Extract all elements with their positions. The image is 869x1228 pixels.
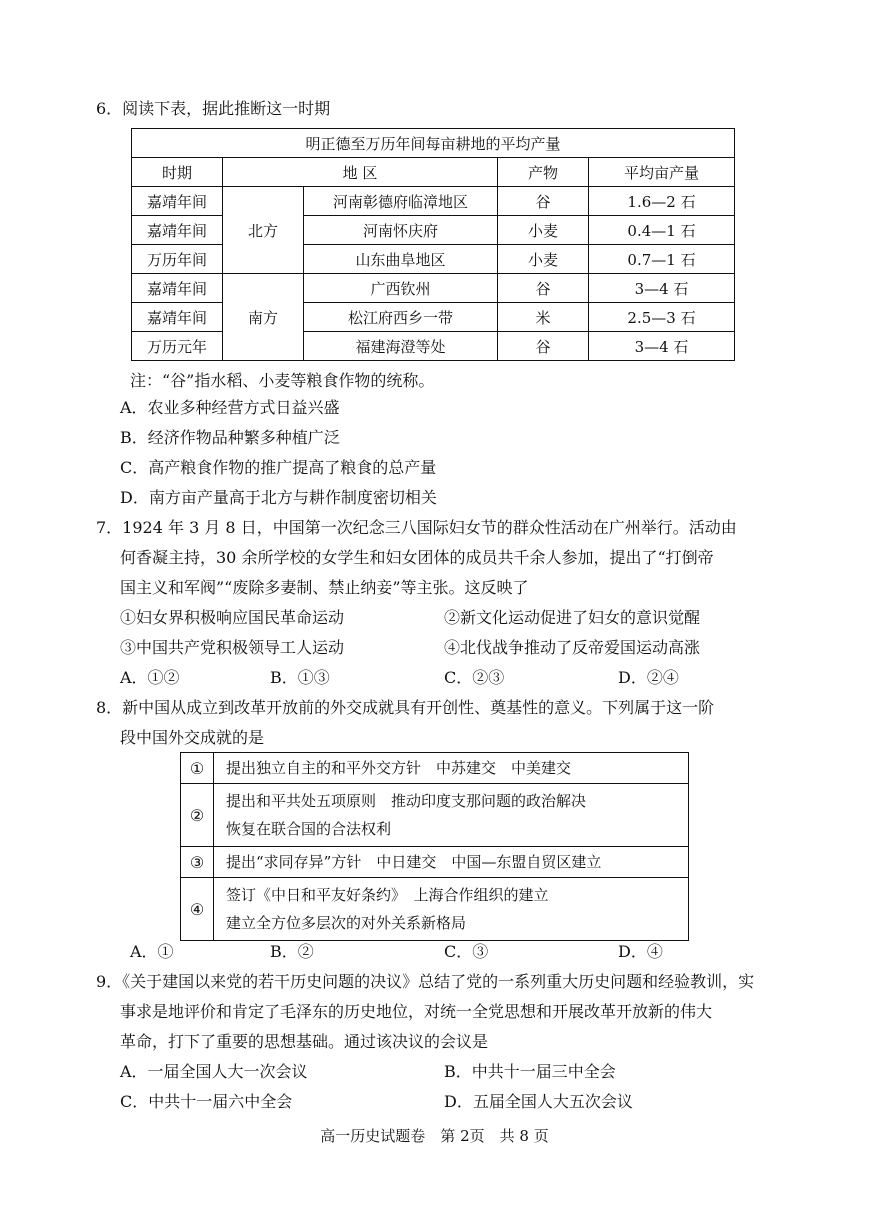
q9-option-c[interactable]: C．中共十一届六中全会 <box>120 1092 293 1111</box>
q8-achievements-table <box>180 752 689 941</box>
cell-yield: 0.7—1 石 <box>589 245 735 274</box>
cell-crop: 米 <box>498 303 589 332</box>
q8-option-a[interactable]: A．① <box>130 942 174 961</box>
q6-option-c[interactable]: C．高产粮食作物的推广提高了粮食的总产量 <box>120 458 437 477</box>
table-row <box>132 303 735 332</box>
cell-period: 嘉靖年间 <box>132 187 223 216</box>
header-crop: 产物 <box>498 158 589 187</box>
cell-crop: 小麦 <box>498 216 589 245</box>
q9-option-d[interactable]: D．五届全国人大五次会议 <box>444 1092 633 1111</box>
row-number: ③ <box>181 847 214 878</box>
cell-place: 山东曲阜地区 <box>304 245 498 274</box>
cell-place: 福建海澄等处 <box>304 332 498 361</box>
q8-option-b[interactable]: B．② <box>270 942 314 961</box>
table-row <box>181 847 689 878</box>
cell-crop: 谷 <box>498 332 589 361</box>
row-text-line-2: 恢复在联合国的合法权利 <box>226 820 392 838</box>
cell-yield: 0.4—1 石 <box>589 216 735 245</box>
q7-option-d[interactable]: D．②④ <box>618 668 679 687</box>
row-text-line-2: 建立全方位多层次的对外关系新格局 <box>226 914 467 932</box>
cell-place: 河南彰德府临漳地区 <box>304 187 498 216</box>
cell-yield: 1.6—2 石 <box>589 187 735 216</box>
group-south: 南方 <box>223 274 304 361</box>
q7-option-b[interactable]: B．①③ <box>270 668 330 687</box>
q9-stem-line-2: 事求是地评价和肯定了毛泽东的历史地位，对统一全党思想和开展改革开放新的伟大 <box>120 1002 713 1021</box>
q8-option-c[interactable]: C．③ <box>444 942 489 961</box>
q6-stem: 6．阅读下表，据此推断这一时期 <box>96 99 331 118</box>
row-text <box>214 878 689 941</box>
cell-period: 嘉靖年间 <box>132 274 223 303</box>
row-text: 提出独立自主的和平外交方针 中苏建交 中美建交 <box>214 753 689 784</box>
q7-option-c[interactable]: C．②③ <box>444 668 505 687</box>
q7-stem-line-3: 国主义和军阀”“废除多妻制、禁止纳妾”等主张。这反映了 <box>120 578 529 597</box>
q6-option-d[interactable]: D．南方亩产量高于北方与耕作制度密切相关 <box>120 488 437 507</box>
q8-stem-line-2: 段中国外交成就的是 <box>120 728 265 747</box>
cell-yield: 3—4 石 <box>589 332 735 361</box>
cell-crop: 谷 <box>498 187 589 216</box>
q7-stem-line-1: 7．1924 年 3 月 8 日，中国第一次纪念三八国际妇女节的群众性活动在广州举行。活动由 <box>96 518 737 537</box>
table-row <box>132 187 735 216</box>
q7-item-2: ②新文化运动促进了妇女的意识觉醒 <box>444 608 701 627</box>
row-text-line-1: 签订《中日和平友好条约》 上海合作组织的建立 <box>226 886 549 904</box>
header-region: 地 区 <box>223 158 498 187</box>
cell-period: 嘉靖年间 <box>132 216 223 245</box>
cell-period: 嘉靖年间 <box>132 303 223 332</box>
cell-period: 万历元年 <box>132 332 223 361</box>
q8-stem-line-1: 8．新中国从成立到改革开放前的外交成就具有开创性、奠基性的意义。下列属于这一阶 <box>96 698 715 717</box>
q9-option-a[interactable]: A．一届全国人大一次会议 <box>120 1062 308 1081</box>
table-row <box>181 753 689 784</box>
table-row <box>132 245 735 274</box>
row-text <box>214 784 689 847</box>
table-row <box>132 332 735 361</box>
cell-place: 广西钦州 <box>304 274 498 303</box>
q6-note: 注：“谷”指水稻、小麦等粮食作物的统称。 <box>130 371 435 390</box>
row-number: ① <box>181 753 214 784</box>
header-yield: 平均亩产量 <box>589 158 735 187</box>
cell-yield: 3—4 石 <box>589 274 735 303</box>
cell-crop: 小麦 <box>498 245 589 274</box>
q9-option-b[interactable]: B．中共十一届三中全会 <box>444 1062 616 1081</box>
q7-stem-line-2: 何香凝主持，30 余所学校的女学生和妇女团体的成员共千余人参加，提出了“打倒帝 <box>120 548 714 567</box>
cell-yield: 2.5—3 石 <box>589 303 735 332</box>
cell-place: 松江府西乡一带 <box>304 303 498 332</box>
q7-item-1: ①妇女界积极响应国民革命运动 <box>120 608 345 627</box>
group-north: 北方 <box>223 187 304 274</box>
row-number: ② <box>181 784 214 847</box>
q7-option-a[interactable]: A．①② <box>120 668 180 687</box>
q6-yield-table <box>131 128 735 361</box>
q8-option-d[interactable]: D．④ <box>618 942 663 961</box>
row-number: ④ <box>181 878 214 941</box>
row-text-line-1: 提出和平共处五项原则 推动印度支那问题的政治解决 <box>226 792 587 810</box>
q7-item-4: ④北伐战争推动了反帝爱国运动高涨 <box>444 638 701 657</box>
page-footer: 高一历史试题卷 第 2页 共 8 页 <box>320 1127 549 1145</box>
cell-place: 河南怀庆府 <box>304 216 498 245</box>
row-text: 提出“求同存异”方针 中日建交 中国—东盟自贸区建立 <box>214 847 689 878</box>
q9-stem-line-1: 9．《关于建国以来党的若干历史问题的决议》总结了党的一系列重大历史问题和经验教训，实 <box>96 972 755 991</box>
table-row <box>181 784 689 847</box>
q6-option-a[interactable]: A．农业多种经营方式日益兴盛 <box>120 398 340 417</box>
q7-item-3: ③中国共产党积极领导工人运动 <box>120 638 345 657</box>
table-row <box>181 878 689 941</box>
table-row <box>132 216 735 245</box>
table-title: 明正德至万历年间每亩耕地的平均产量 <box>132 129 735 158</box>
cell-period: 万历年间 <box>132 245 223 274</box>
table-row <box>132 274 735 303</box>
cell-crop: 谷 <box>498 274 589 303</box>
q9-stem-line-3: 革命，打下了重要的思想基础。通过该决议的会议是 <box>120 1032 489 1051</box>
q6-option-b[interactable]: B．经济作物品种繁多种植广泛 <box>120 428 340 447</box>
header-period: 时期 <box>132 158 223 187</box>
